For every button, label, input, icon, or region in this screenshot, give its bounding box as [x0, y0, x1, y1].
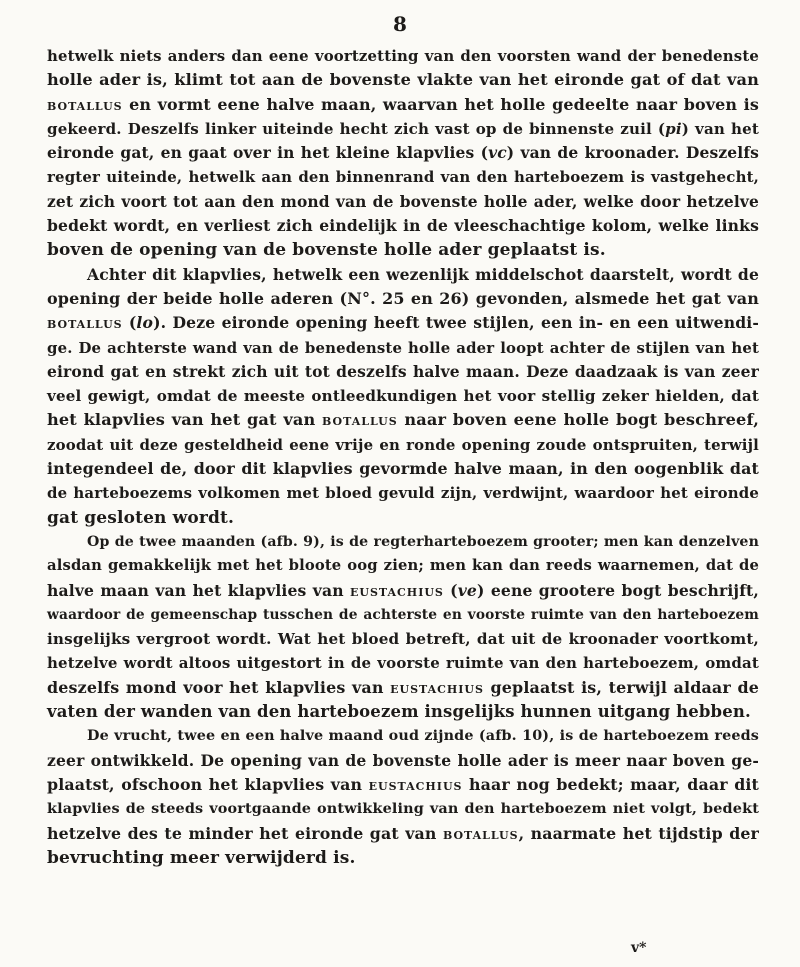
text-run: hetwelk niets anders dan eene voortzetting van den voorsten wand der benedenste	[47, 47, 759, 65]
text-run: boven de opening van de bovenste holle ader geplaatst is.	[47, 240, 606, 261]
text-line	[47, 530, 759, 554]
person-name: botallus	[47, 94, 123, 114]
text-run: insgelijks vergroot wordt. Wat het bloed betreft, dat uit de kroonader voortkomt,	[47, 630, 759, 649]
text-run: gekeerd. Deszelfs linker uiteinde hecht zich vast op de binnenste zuil (	[47, 119, 666, 138]
text-run: hetzelve wordt altoos uitgestort in de voorste ruimte van den harteboezem, omdat	[47, 654, 759, 673]
text-line	[47, 579, 759, 603]
text-run: geplaatst is, terwijl aldaar de	[483, 677, 760, 697]
text-run: ) eene grootere bogt beschrijft,	[477, 580, 759, 600]
person-name: botallus	[47, 313, 123, 333]
text-line	[47, 117, 759, 141]
text-line	[47, 214, 759, 238]
text-run: gat gesloten wordt.	[47, 507, 235, 528]
text-line	[47, 700, 759, 724]
text-line	[47, 554, 759, 578]
text-run: deszelfs mond voor het klapvlies van	[47, 677, 391, 697]
text-line	[47, 44, 759, 68]
figure-reference: vc	[488, 143, 507, 163]
text-line	[47, 506, 759, 530]
text-run: het klapvlies van het gat van	[47, 410, 323, 430]
text-run: De vrucht, twee en een halve maand oud zijnde (afb. 10), is de harteboezem reeds	[87, 728, 759, 745]
text-run: vaten der wanden van den harteboezem insgelijks hunnen uitgang hebben.	[47, 702, 751, 722]
text-run: halve maan van het klapvlies van	[47, 580, 350, 600]
text-line	[47, 676, 759, 700]
text-run: de harteboezems volkomen met bloed gevuld zijn, verdwijnt, waardoor het eironde	[47, 484, 759, 503]
text-line	[47, 846, 759, 870]
text-line	[47, 481, 759, 505]
text-line	[47, 311, 759, 335]
text-line	[47, 93, 759, 117]
text-run: zeer ontwikkeld. De opening van de bovenste holle ader is meer naar boven ge-	[47, 750, 759, 770]
text-run: zet zich voort tot aan den mond van de bovenste holle ader, welke door hetzelve	[47, 191, 759, 211]
text-run: ge. De achterste wand van de benedenste holle ader loopt achter de stijlen van het	[47, 338, 759, 357]
text-line	[47, 773, 759, 797]
figure-reference: ve	[457, 580, 477, 600]
text-line	[47, 238, 759, 262]
text-run: integendeel de, door dit klapvlies gevormde halve maan, in den oogenblik dat	[47, 459, 759, 479]
text-line	[47, 141, 759, 165]
person-name: eustachius	[368, 774, 463, 794]
text-run: eirond gat en strekt zich uit tot deszelfs halve maan. Deze daadzaak is van zeer	[47, 361, 759, 381]
text-run: opening der beide holle aderen (N°. 25 en 26) gevonden, alsmede het gat van	[47, 288, 759, 308]
text-line	[47, 263, 759, 287]
person-name: eustachius	[390, 677, 484, 697]
text-run: Op de twee maanden (afb. 9), is de regterharteboezem grooter; men kan denzelven	[87, 533, 759, 550]
text-line	[47, 336, 759, 360]
text-line	[47, 384, 759, 408]
text-line	[47, 651, 759, 675]
text-line	[47, 287, 759, 311]
person-name: botallus	[442, 823, 519, 843]
text-run: zoodat uit deze gesteldheid eene vrije en ronde opening zoude ontspruiten, terwijl	[47, 435, 759, 454]
text-line	[47, 68, 759, 92]
figure-reference: pi	[665, 119, 682, 138]
text-run: plaatst, ofschoon het klapvlies van	[47, 774, 369, 794]
text-run: waardoor de gemeenschap tusschen de achterste en voorste ruimte van den harteboezem	[47, 606, 759, 623]
text-run: bedekt wordt, en verliest zich eindelijk in de vleeschachtige kolom, welke links	[47, 216, 759, 236]
text-run: bevruchting meer verwijderd is.	[47, 847, 356, 868]
text-line	[47, 457, 759, 481]
text-run: en vormt eene halve maan, waarvan het holle gedeelte naar boven is	[122, 94, 759, 114]
page-number: 8	[393, 12, 407, 36]
text-line	[47, 408, 759, 432]
text-run: holle ader is, klimt tot aan de bovenste vlakte van het eironde gat of dat van	[47, 70, 759, 90]
text-run: veel gewigt, omdat de meeste ontleedkundigen het voor stellig zeker hielden, dat	[47, 387, 759, 406]
person-name: botallus	[322, 410, 398, 430]
body-text	[47, 44, 759, 870]
signature-mark: v*	[631, 940, 647, 956]
text-line	[47, 797, 759, 821]
text-line	[47, 603, 759, 627]
text-run: ) van de kroonader. Deszelfs	[506, 143, 759, 163]
text-run: klapvlies de steeds voortgaande ontwikkeling van den harteboezem niet volgt, bedekt	[47, 800, 759, 818]
text-run: regter uiteinde, hetwelk aan den binnenrand van den harteboezem is vastgehecht,	[47, 168, 759, 187]
text-run: hetzelve des te minder het eironde gat van	[47, 823, 443, 843]
person-name: eustachius	[350, 580, 444, 600]
text-line	[47, 749, 759, 773]
text-run: , naarmate het tijdstip der	[518, 823, 760, 843]
text-line	[47, 360, 759, 384]
text-run: haar nog bedekt; maar, daar dit	[462, 774, 760, 794]
text-run: eironde gat, en gaat over in het kleine klapvlies (	[47, 143, 489, 163]
text-run: (	[443, 580, 458, 600]
text-line	[47, 822, 759, 846]
text-line	[47, 190, 759, 214]
text-run: ) van het	[681, 119, 759, 138]
text-run: alsdan gemakkelijk met het bloote oog zien; men kan dan reeds waarnemen, dat de	[47, 557, 759, 575]
text-run: ). Deze eironde opening heeft twee stijlen, een in- en een uitwendi-	[153, 313, 759, 333]
text-run: naar boven eene holle bogt beschreef,	[397, 410, 759, 430]
text-run: (	[122, 313, 137, 333]
figure-reference: lo	[136, 313, 154, 333]
text-run: Achter dit klapvlies, hetwelk een wezenlijk middelschot daarstelt, wordt de	[87, 264, 759, 284]
text-line	[47, 165, 759, 189]
text-line	[47, 724, 759, 748]
text-line	[47, 433, 759, 457]
text-line	[47, 627, 759, 651]
